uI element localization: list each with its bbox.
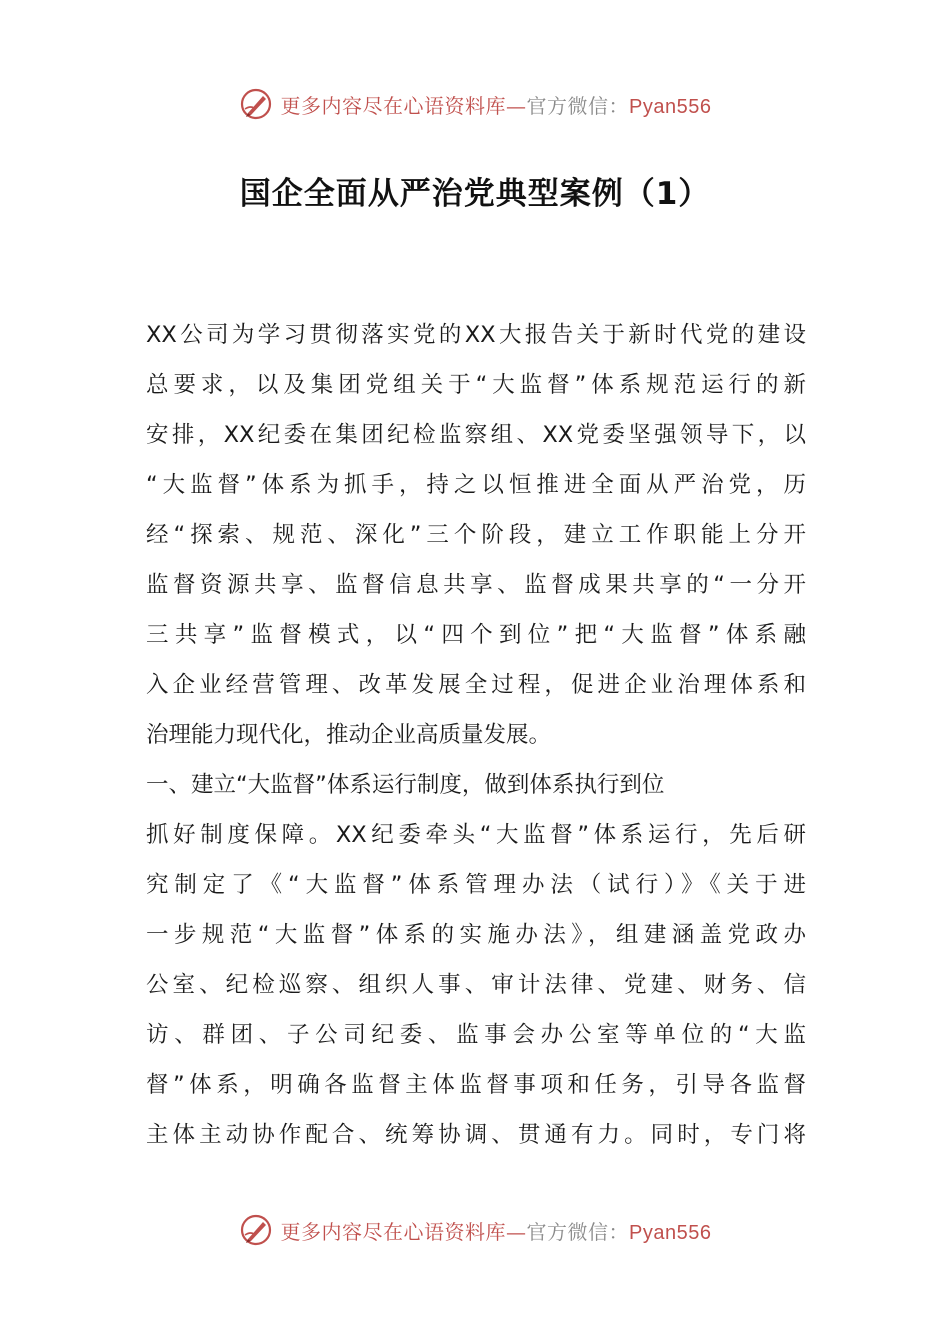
- body-line: 公室、纪检巡察、组织人事、审计法律、党建、财务、信: [146, 972, 806, 998]
- body-line: 一步规范“大监督”体系的实施办法》，组建涵盖党政办: [146, 922, 806, 948]
- watermark-wechat-label: 官方微信：: [526, 93, 630, 118]
- document-body: [146, 310, 806, 1160]
- body-line: 访、群团、子公司纪委、监事会办公室等单位的“大监: [146, 1022, 806, 1048]
- body-line: 究制定了《“大监督”体系管理办法（试行）》《关于进: [146, 872, 806, 898]
- body-line: XX公司为学习贯彻落实党的XX大报告关于新时代党的建设: [146, 322, 806, 348]
- watermark-wechat-id: Pyan556: [629, 95, 712, 118]
- body-line: 抓好制度保障。XX纪委牵头“大监督”体系运行，先后研: [146, 822, 806, 848]
- watermark-main: 更多内容尽在心语资料库—: [280, 93, 527, 118]
- body-line: 总要求，以及集团党组关于“大监督”体系规范运行的新: [146, 372, 806, 398]
- pen-logo-icon: [239, 1213, 273, 1247]
- document-title: 国企全面从严治党典型案例（1）: [239, 176, 711, 212]
- watermark-text: [281, 1216, 712, 1245]
- body-line: 治理能力现代化，推动企业高质量发展。: [146, 722, 552, 748]
- body-line: 主体主动协作配合、统筹协调、贯通有力。同时，专门将: [146, 1122, 806, 1148]
- watermark-header: [0, 84, 950, 124]
- body-line: 入企业经营管理、改革发展全过程，促进企业治理体系和: [146, 672, 806, 698]
- watermark-text: [281, 90, 712, 119]
- body-line: 监督资源共享、监督信息共享、监督成果共享的“一分开: [146, 572, 806, 598]
- watermark-main: 更多内容尽在心语资料库—: [280, 1219, 527, 1244]
- watermark-wechat-label: 官方微信：: [526, 1219, 630, 1244]
- section-heading: 一、建立“大监督”体系运行制度，做到体系执行到位: [146, 772, 665, 798]
- watermark-footer: [0, 1210, 950, 1250]
- watermark-wechat-id: Pyan556: [629, 1221, 712, 1244]
- pen-logo-icon: [239, 87, 273, 121]
- body-line: 督”体系，明确各监督主体监督事项和任务，引导各监督: [146, 1072, 806, 1098]
- body-line: 安排，XX纪委在集团纪检监察组、XX党委坚强领导下，以: [146, 422, 806, 448]
- body-line: “大监督”体系为抓手，持之以恒推进全面从严治党，历: [146, 472, 806, 498]
- body-line: 三共享”监督模式，以“四个到位”把“大监督”体系融: [146, 622, 806, 648]
- body-line: 经“探索、规范、深化”三个阶段，建立工作职能上分开: [146, 522, 806, 548]
